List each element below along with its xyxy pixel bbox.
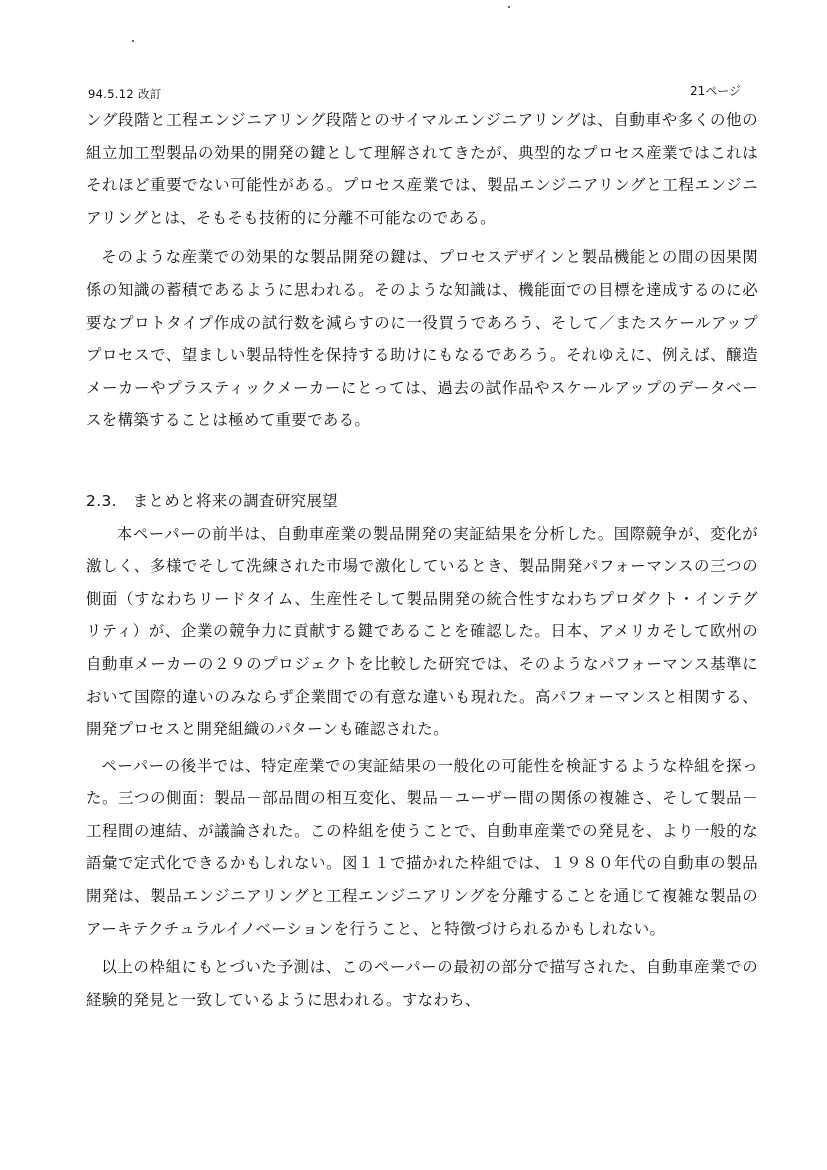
paragraph: そのような産業での効果的な製品開発の鍵は、プロセスデザインと製品機能との間の因果関係の知識の蓄積であるように思われる。そのような知識は、機能面での目標を達成するのに必要なプロトタイプ作成の試行数を減らすのに一役買うであろう、そして／またスケールアッププロセスで、望ましい製品特性を保持する助けにもなるであろう。それゆえに、例えば、醸造メーカーやプラスティックメーカーにとっては、過去の試作品やスケールアップのデータベースを構築することは極めて重要である。 — [86, 248, 758, 430]
paragraph: ング段階と工程エンジニアリング段階とのサイマルエンジニアリングは、自動車や多くの他の組立加工型製品の効果的開発の鍵として理解されてきたが、典型的なプロセス産業ではこれはそれほど重要でない可能性がある。プロセス産業では、製品エンジニアリングと工程エンジニアリングとは、そもそも技術的に分離不可能なのである。 — [86, 111, 758, 227]
section-heading: 2.3. まとめと将来の調査研究展望 — [86, 491, 339, 510]
scan-speck — [132, 40, 134, 42]
page-number: 21ページ — [689, 84, 741, 98]
scan-speck — [508, 6, 510, 8]
revision-date: 94.5.12 改訂 — [88, 87, 162, 101]
paragraph: 以上の枠組にもとづいた予測は、このペーパーの最初の部分で描写された、自動車産業での経験的発見と一致しているように思われる。すなわち、 — [86, 958, 758, 1009]
body-text — [86, 104, 758, 1016]
paragraph: 本ペーパーの前半は、自動車産業の製品開発の実証結果を分析した。国際競争が、変化が激しく、多様でそして洗練された市場で激化しているとき、製品開発パフォーマンスの三つの側面（すなわちリードタイム、生産性そして製品開発の統合性すなわちプロダクト・インテグリティ）が、企業の競争力に貢献する鍵であることを確認した。日本、アメリカそして欧州の自動車メーカーの２９のプロジェクトを比較した研究では、そのようなパフォーマンス基準において国際的違いのみならず企業間での有意な違いも現れた。高パフォーマンスと相関する、開発プロセスと開発組織のパターンも確認された。 — [86, 524, 758, 739]
paragraph: ペーパーの後半では、特定産業での実証結果の一般化の可能性を検証するような枠組を探った。三つの側面：製品－部品間の相互変化、製品－ユーザー間の関係の複雑さ、そして製品－工程間の連結、が議論された。この枠組を使うことで、自動車産業での発見を、より一般的な語彙で定式化できるかもしれない。図１１で描かれた枠組では、１９８０年代の自動車の製品開発は、製品エンジニアリングと工程エンジニアリングを分離することを通じて複雑な製品のアーキテクチュラルイノベーションを行うこと、と特徴づけられるかもしれない。 — [86, 756, 758, 938]
